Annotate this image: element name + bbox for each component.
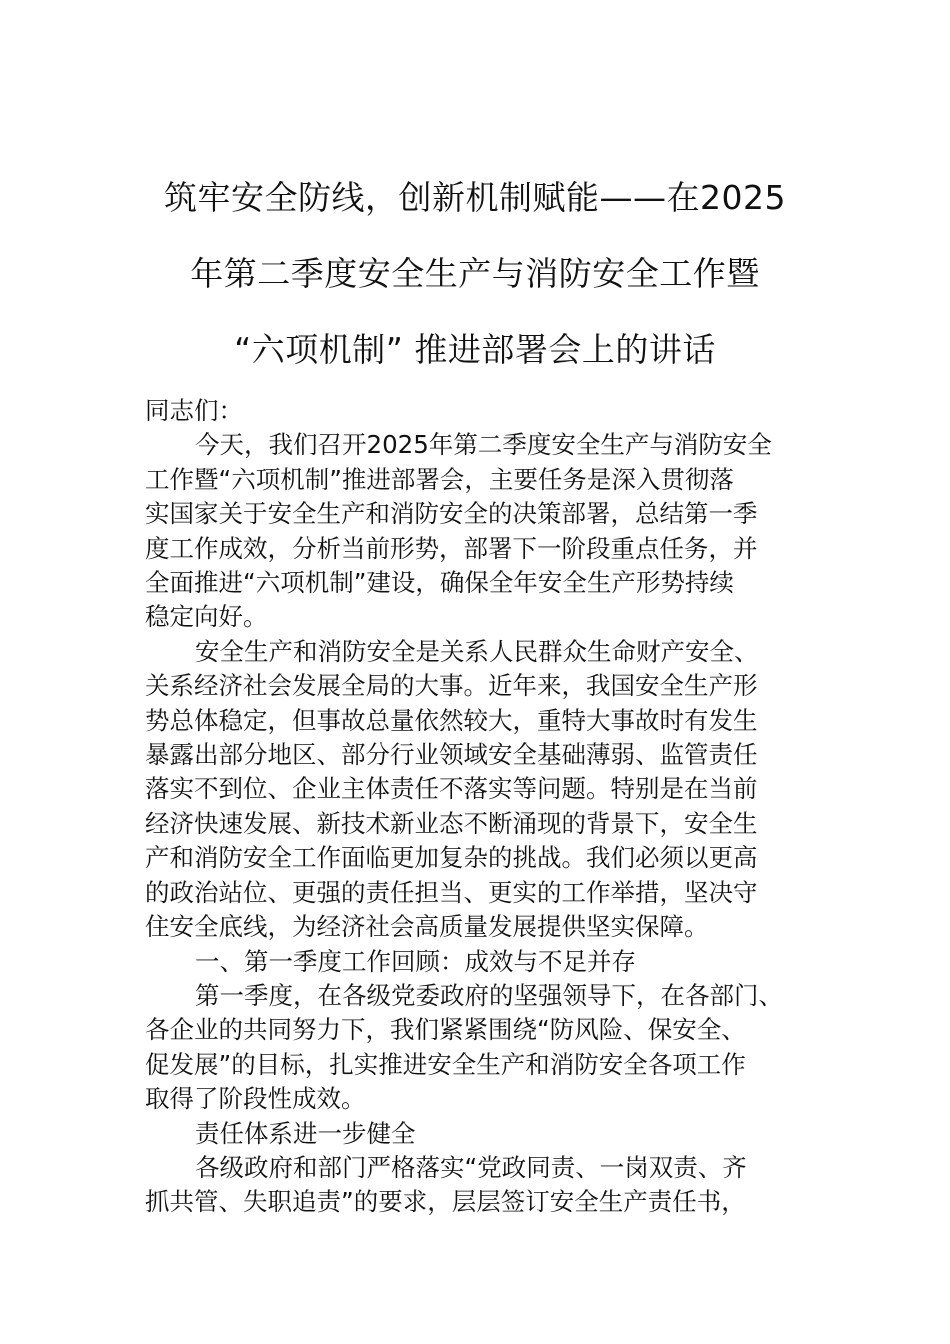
paragraph-line: 工作暨“六项机制”推进部署会，主要任务是深入贯彻落	[145, 464, 734, 494]
paragraph-line: 度工作成效，分析当前形势，部署下一阶段重点任务，并	[145, 533, 758, 563]
paragraph-line: 势总体稳定，但事故总量依然较大，重特大事故时有发生	[145, 705, 758, 735]
paragraph-line: 经济快速发展、新技术新业态不断涌现的背景下，安全生	[145, 808, 758, 838]
paragraph-line: 产和消防安全工作面临更加复杂的挑战。我们必须以更高	[145, 843, 758, 873]
paragraph-line: 全面推进“六项机制”建设，确保全年安全生产形势持续	[145, 568, 734, 598]
paragraph-line: 关系经济社会发展全局的大事。近年来，我国安全生产形	[145, 671, 758, 701]
salutation: 同志们：	[145, 396, 243, 425]
paragraph-line: 第一季度，在各级党委政府的坚强领导下，在各部门、	[195, 980, 783, 1010]
paragraph-line: 各级政府和部门严格落实“党政同责、一岗双责、齐	[195, 1152, 747, 1182]
paragraph-line: 取得了阶段性成效。	[145, 1084, 366, 1114]
title-line: 年第二季度安全生产与消防安全工作暨	[190, 254, 760, 293]
paragraph-line: 各企业的共同努力下，我们紧紧围绕“防风险、保安全、	[145, 1015, 746, 1045]
paragraph-line: 落实不到位、企业主体责任不落实等问题。特别是在当前	[145, 774, 758, 804]
paragraph-line: 住安全底线，为经济社会高质量发展提供坚实保障。	[145, 912, 709, 942]
paragraph-line: 抓共管、失职追责”的要求，层层签订安全生产责任书，	[145, 1187, 746, 1217]
paragraph-line: 的政治站位、更强的责任担当、更实的工作举措，坚决守	[145, 877, 758, 907]
paragraph-line: 暴露出部分地区、部分行业领域安全基础薄弱、监管责任	[145, 740, 758, 770]
speech-title	[120, 160, 830, 388]
section-heading: 一、第一季度工作回顾：成效与不足并存	[195, 946, 636, 976]
paragraph-line: 今天，我们召开2025年第二季度安全生产与消防安全	[195, 430, 772, 460]
subsection-heading: 责任体系进一步健全	[195, 1118, 416, 1148]
title-line: “六项机制” 推进部署会上的讲话	[234, 330, 716, 369]
paragraph-line: 稳定向好。	[145, 602, 268, 632]
speech-body	[145, 394, 825, 1220]
paragraph-line: 促发展”的目标，扎实推进安全生产和消防安全各项工作	[145, 1049, 746, 1079]
paragraph-line: 安全生产和消防安全是关系人民群众生命财产安全、	[195, 636, 759, 666]
paragraph-line: 实国家关于安全生产和消防安全的决策部署，总结第一季	[145, 499, 758, 529]
title-line: 筑牢安全防线，创新机制赋能——在2025	[164, 178, 786, 217]
